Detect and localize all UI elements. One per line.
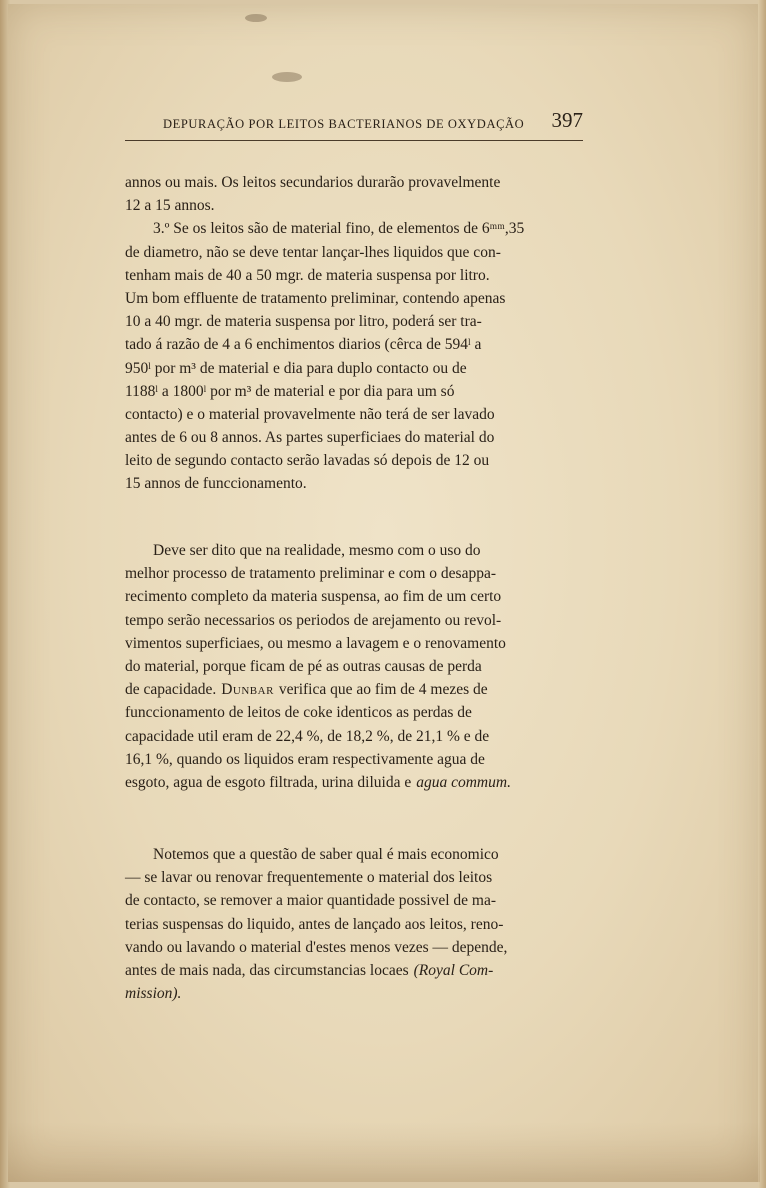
header-rule [125, 140, 583, 141]
text-line: Deve ser dito que na realidade, mesmo com o uso do [153, 542, 481, 559]
text-line: antes de 6 ou 8 annos. As partes superficiaes do material do [125, 429, 495, 447]
text-line: 10 a 40 mgr. de materia suspensa por litro, poderá ser tra- [125, 313, 482, 331]
ink-smudge [245, 14, 267, 22]
text-line: annos ou mais. Os leitos secundarios durarão provavelmente [125, 174, 501, 191]
text-line: 3.º Se os leitos são de material fino, de elementos de 6ᵐᵐ,35 [153, 220, 525, 238]
page-header [125, 108, 585, 134]
ink-smudge [272, 72, 302, 82]
text-line: melhor processo de tratamento preliminar e com o desappa- [125, 565, 497, 583]
text-line: 12 a 15 annos. [125, 197, 215, 215]
text-line: funccionamento de leitos de coke identicos as perdas de [125, 704, 472, 722]
text-line: tenham mais de 40 a 50 mgr. de materia suspensa por litro. [125, 266, 490, 284]
text-line: — se lavar ou renovar frequentemente o material dos leitos [125, 869, 493, 887]
page-bottom-shade [8, 1122, 760, 1182]
citation-royal-commission: (Royal Com- [413, 961, 494, 979]
italic-term: agua commum. [416, 773, 511, 791]
text-line: terias suspensas do liquido, antes de lançado aos leitos, reno- [125, 915, 504, 933]
text-line: Um bom effluente de tratamento preliminar, contendo apenas [125, 289, 506, 307]
paragraph-3 [125, 843, 585, 1005]
text-line: de capacidade. Dunbar verifica que ao fim de 4 mezes de [125, 678, 585, 701]
text-line: de contacto, se remover a maior quantidade possivel de ma- [125, 892, 497, 910]
text-line: vando ou lavando o material d'estes menos vezes — depende, [125, 938, 508, 956]
text-line [125, 982, 585, 1005]
text-line: Notemos que a questão de saber qual é mais economico [153, 846, 499, 863]
text-line: vimentos superficiaes, ou mesmo a lavagem e o renovamento [125, 634, 506, 652]
text-line: leito de segundo contacto serão lavadas só depois de 12 ou [125, 452, 490, 470]
text-line: do material, porque ficam de pé as outras causas de perda [125, 657, 482, 675]
text-line: 16,1 %, quando os liquidos eram respectivamente agua de [125, 750, 485, 768]
text-line: contacto) e o material provavelmente não terá de ser lavado [125, 405, 495, 423]
text-line: recimento completo da materia suspensa, ao fim de um certo [125, 588, 502, 606]
author-name: Dunbar [221, 681, 274, 699]
text-line: 950ˡ por m³ de material e dia para duplo contacto ou de [125, 359, 467, 377]
text-line: capacidade util eram de 22,4 %, de 18,2 %, de 21,1 % e de [125, 727, 490, 745]
text-line: 15 annos de funccionamento. [125, 475, 307, 493]
text-line: tempo serão necessarios os periodos de arejamento ou revol- [125, 611, 502, 629]
text-line: de diametro, não se deve tentar lançar-lhes liquidos que con- [125, 243, 501, 261]
text-line: 1188ˡ a 1800ˡ por m³ de material e por dia para um só [125, 382, 455, 400]
text-line: tado á razão de 4 a 6 enchimentos diarios (cêrca de 594ˡ a [125, 336, 482, 354]
running-title: DEPURAÇÃO POR LEITOS BACTERIANOS DE OXYDAÇÃO [163, 117, 525, 131]
paragraph-1 [125, 171, 585, 496]
citation-royal-commission-end: mission). [125, 985, 182, 1003]
paragraph-2 [125, 539, 585, 794]
page-right-edge [758, 0, 766, 1188]
text-line: antes de mais nada, das circumstancias locaes (Royal Com- [125, 959, 585, 982]
page-number: 397 [551, 108, 583, 132]
text-line: esgoto, agua de esgoto filtrada, urina diluida e agua commum. [125, 771, 585, 794]
